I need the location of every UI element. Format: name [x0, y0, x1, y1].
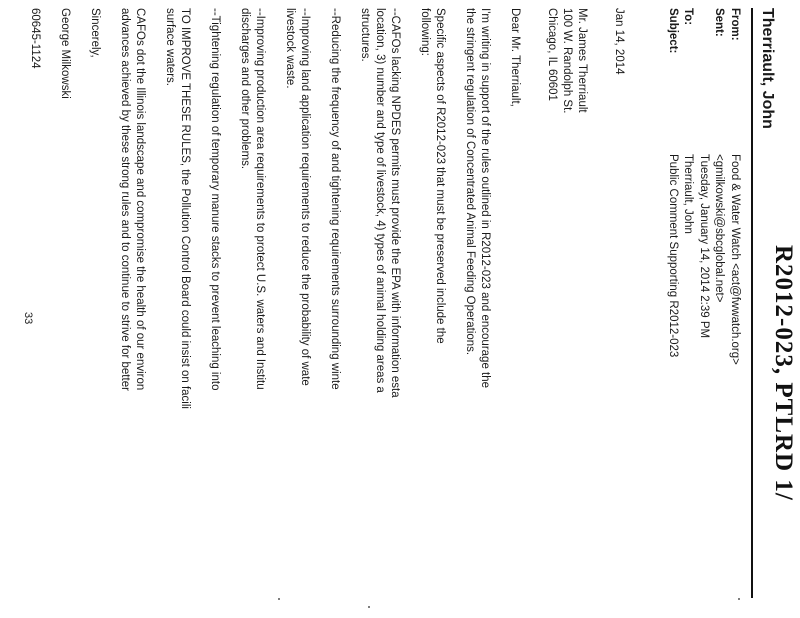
- bullet-line: --Tightening regulation of temporary manure stacks to prevent leaching into: [209, 8, 221, 391]
- email-header-subject: [665, 8, 681, 365]
- intro-line: I'm writing in support of the rules outlined in R2012-023 and encourage the: [479, 8, 491, 389]
- bullet-line: discharges and other problems.: [239, 8, 251, 170]
- docket-stamp: R2012-023, PTLRD 1/: [770, 245, 797, 501]
- letter-body: [27, 8, 626, 618]
- address-line: Mr. James Therriault: [576, 8, 588, 113]
- email-header-from: [727, 8, 743, 365]
- scan-speck: [368, 606, 370, 608]
- email-header-to: [680, 8, 696, 365]
- closing-line: TO IMPROVE THESE RULES, the Pollution Control Board could insist on facili: [179, 8, 191, 409]
- scan-speck: [738, 598, 740, 600]
- page-number: 33: [22, 312, 34, 325]
- aspects-line: following:: [419, 8, 431, 56]
- header-value: Public Comment Supporting R2012-023: [667, 154, 679, 358]
- address-line: Chicago, IL 60601: [546, 8, 558, 101]
- header-label: To:: [682, 8, 695, 26]
- aspects-line: Specific aspects of R2012-023 that must be preserved include the: [434, 8, 446, 344]
- salutation: Dear Mr. Therriault,: [509, 8, 521, 107]
- closing-line: surface waters.: [164, 8, 176, 86]
- letter-date: Jan 14, 2014: [613, 8, 625, 75]
- bullet-line: --Reducing the frequency of and tightening requirements surrounding winte: [329, 8, 341, 390]
- email-header-sent: [696, 8, 712, 365]
- bullet-line: structures.: [359, 8, 371, 62]
- header-divider: [751, 8, 753, 598]
- header-value: Therriault, John: [682, 154, 695, 234]
- header-label: [696, 8, 712, 154]
- scan-speck: [278, 598, 280, 600]
- bullet-line: location, 3) number and type of livestock, 4) types of animal holding areas a: [374, 8, 386, 393]
- header-value: Food & Water Watch <act@fwwatch.org>: [729, 154, 741, 365]
- signer-zip: 60645-1124: [29, 8, 41, 69]
- recipient-header-name: Therriault, John: [759, 8, 776, 129]
- bullet-line: livestock waste.: [284, 8, 296, 89]
- email-header-sender-address: [711, 8, 727, 365]
- header-value: <gmilkowski@sbcglobal.net>: [713, 154, 726, 303]
- bullet-line: --Improving land application requirements to reduce the probability of wate: [299, 8, 311, 386]
- bullet-line: --Improving production area requirements to protect U.S. waters and Institu: [254, 8, 266, 390]
- signoff: Sincerely,: [89, 8, 101, 58]
- closing-line: advances achieved by these strong rules and to continue to strive for better: [119, 8, 131, 391]
- signer-name: George Milkowski: [59, 8, 71, 99]
- header-label: From:: [729, 8, 741, 41]
- intro-line: the stringent regulation of Concentrated Animal Feeding Operations.: [464, 8, 476, 356]
- address-line: 100 W. Randolph St.: [561, 8, 573, 114]
- header-value: Tuesday, January 14, 2014 2:39 PM: [698, 154, 710, 339]
- email-header: [665, 8, 743, 365]
- bullet-line: --CAFOs lacking NPDES permits must provide the EPA with information esta: [389, 8, 401, 398]
- header-label: Subject:: [667, 8, 679, 54]
- closing-line: CAFOs dot the Illinois landscape and compromise the health of our environ: [134, 8, 146, 391]
- header-label: Sent:: [713, 8, 726, 37]
